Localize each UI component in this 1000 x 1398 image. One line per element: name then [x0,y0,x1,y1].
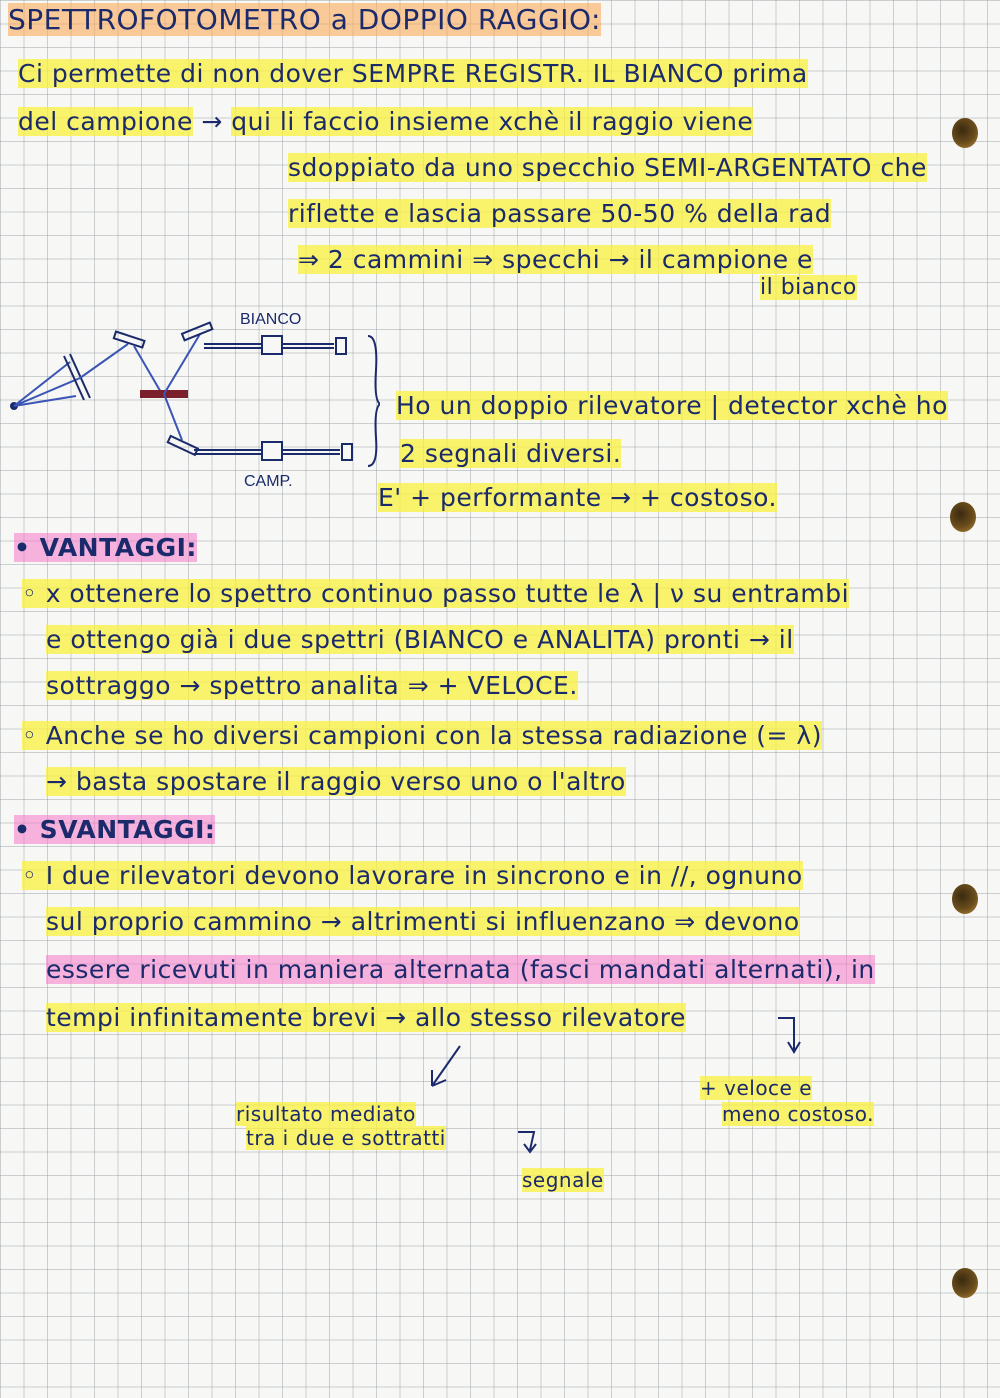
intro-line-4: riflette e lascia passare 50-50 % della rad [288,199,832,228]
binder-hole [950,502,976,532]
detector-note-line-3: E' + performante → + costoso. [378,483,777,512]
split-beams [164,334,200,440]
label-blank: BIANCO [240,311,302,328]
mirror [114,332,145,348]
branch-left-line-1: risultato mediato [236,1102,416,1126]
branch-right-line-2: meno costoso. [722,1102,874,1126]
detector [342,444,352,460]
arrow-right [778,1018,800,1052]
branch-left-result: segnale [522,1168,604,1192]
section-heading-disadvantages: • SVANTAGGI: [14,815,216,844]
advantages-line-3: sottraggo → spettro analita ⇒ + VELOCE. [46,671,578,700]
beam-to-splitter [134,346,162,394]
branch-left-line-2: tra i due e sottratti [246,1126,446,1150]
brace [368,336,380,466]
intro-line-6: il bianco [760,275,857,300]
disadvantages-line-3: essere ricevuti in maniera alternata (fasci mandati alternati), in [46,955,875,984]
double-beam-diagram [0,300,380,500]
disadvantages-line-1: ◦ I due rilevatori devono lavorare in sincrono e in //, ognuno [22,861,803,890]
disadvantages-line-2: sul proprio cammino → altrimenti si influenzano ⇒ devono [46,907,800,936]
binder-hole [952,884,978,914]
advantages-line-2: e ottengo già i due spettri (BIANCO e ANALITA) pronti → il [46,625,794,654]
page-title: SPETTROFOTOMETRO a DOPPIO RAGGIO: [8,3,601,36]
blank-cuvette [262,336,282,354]
intro-line-3: sdoppiato da uno specchio SEMI-ARGENTATO che [288,153,927,182]
section-heading-advantages: • VANTAGGI: [14,533,197,562]
intro-line-2: del campione → qui li faccio insieme xchè il raggio viene [18,107,754,136]
detector-note-line-2: 2 segnali diversi. [400,439,622,468]
advantages-line-5: → basta spostare il raggio verso uno o l'altro [46,767,626,796]
beam-to-mirror [80,344,128,378]
advantages-line-1: ◦ x ottenere lo spettro continuo passo tutte le λ | ν su entrambi [22,579,850,608]
mirror [168,436,198,455]
arrow-result [518,1132,536,1152]
detector [336,338,346,354]
binder-hole [952,1268,978,1298]
binder-hole [952,118,978,148]
branch-right-line-1: + veloce e [700,1076,813,1100]
intro-line-5: ⇒ 2 cammini ⇒ specchi → il campione e [298,245,813,274]
detector-note-line-1: Ho un doppio rilevatore | detector xchè ho [396,391,948,420]
label-sample: CAMP. [244,473,293,490]
sample-cuvette [262,442,282,460]
advantages-line-4: ◦ Anche se ho diversi campioni con la stessa radiazione (= λ) [22,721,822,750]
arrow-left [432,1046,460,1086]
intro-line-1: Ci permette di non dover SEMPRE REGISTR. IL BIANCO prima [18,59,808,88]
disadvantages-line-4: tempi infinitamente brevi → allo stesso rilevatore [46,1003,686,1032]
lens [64,354,90,400]
